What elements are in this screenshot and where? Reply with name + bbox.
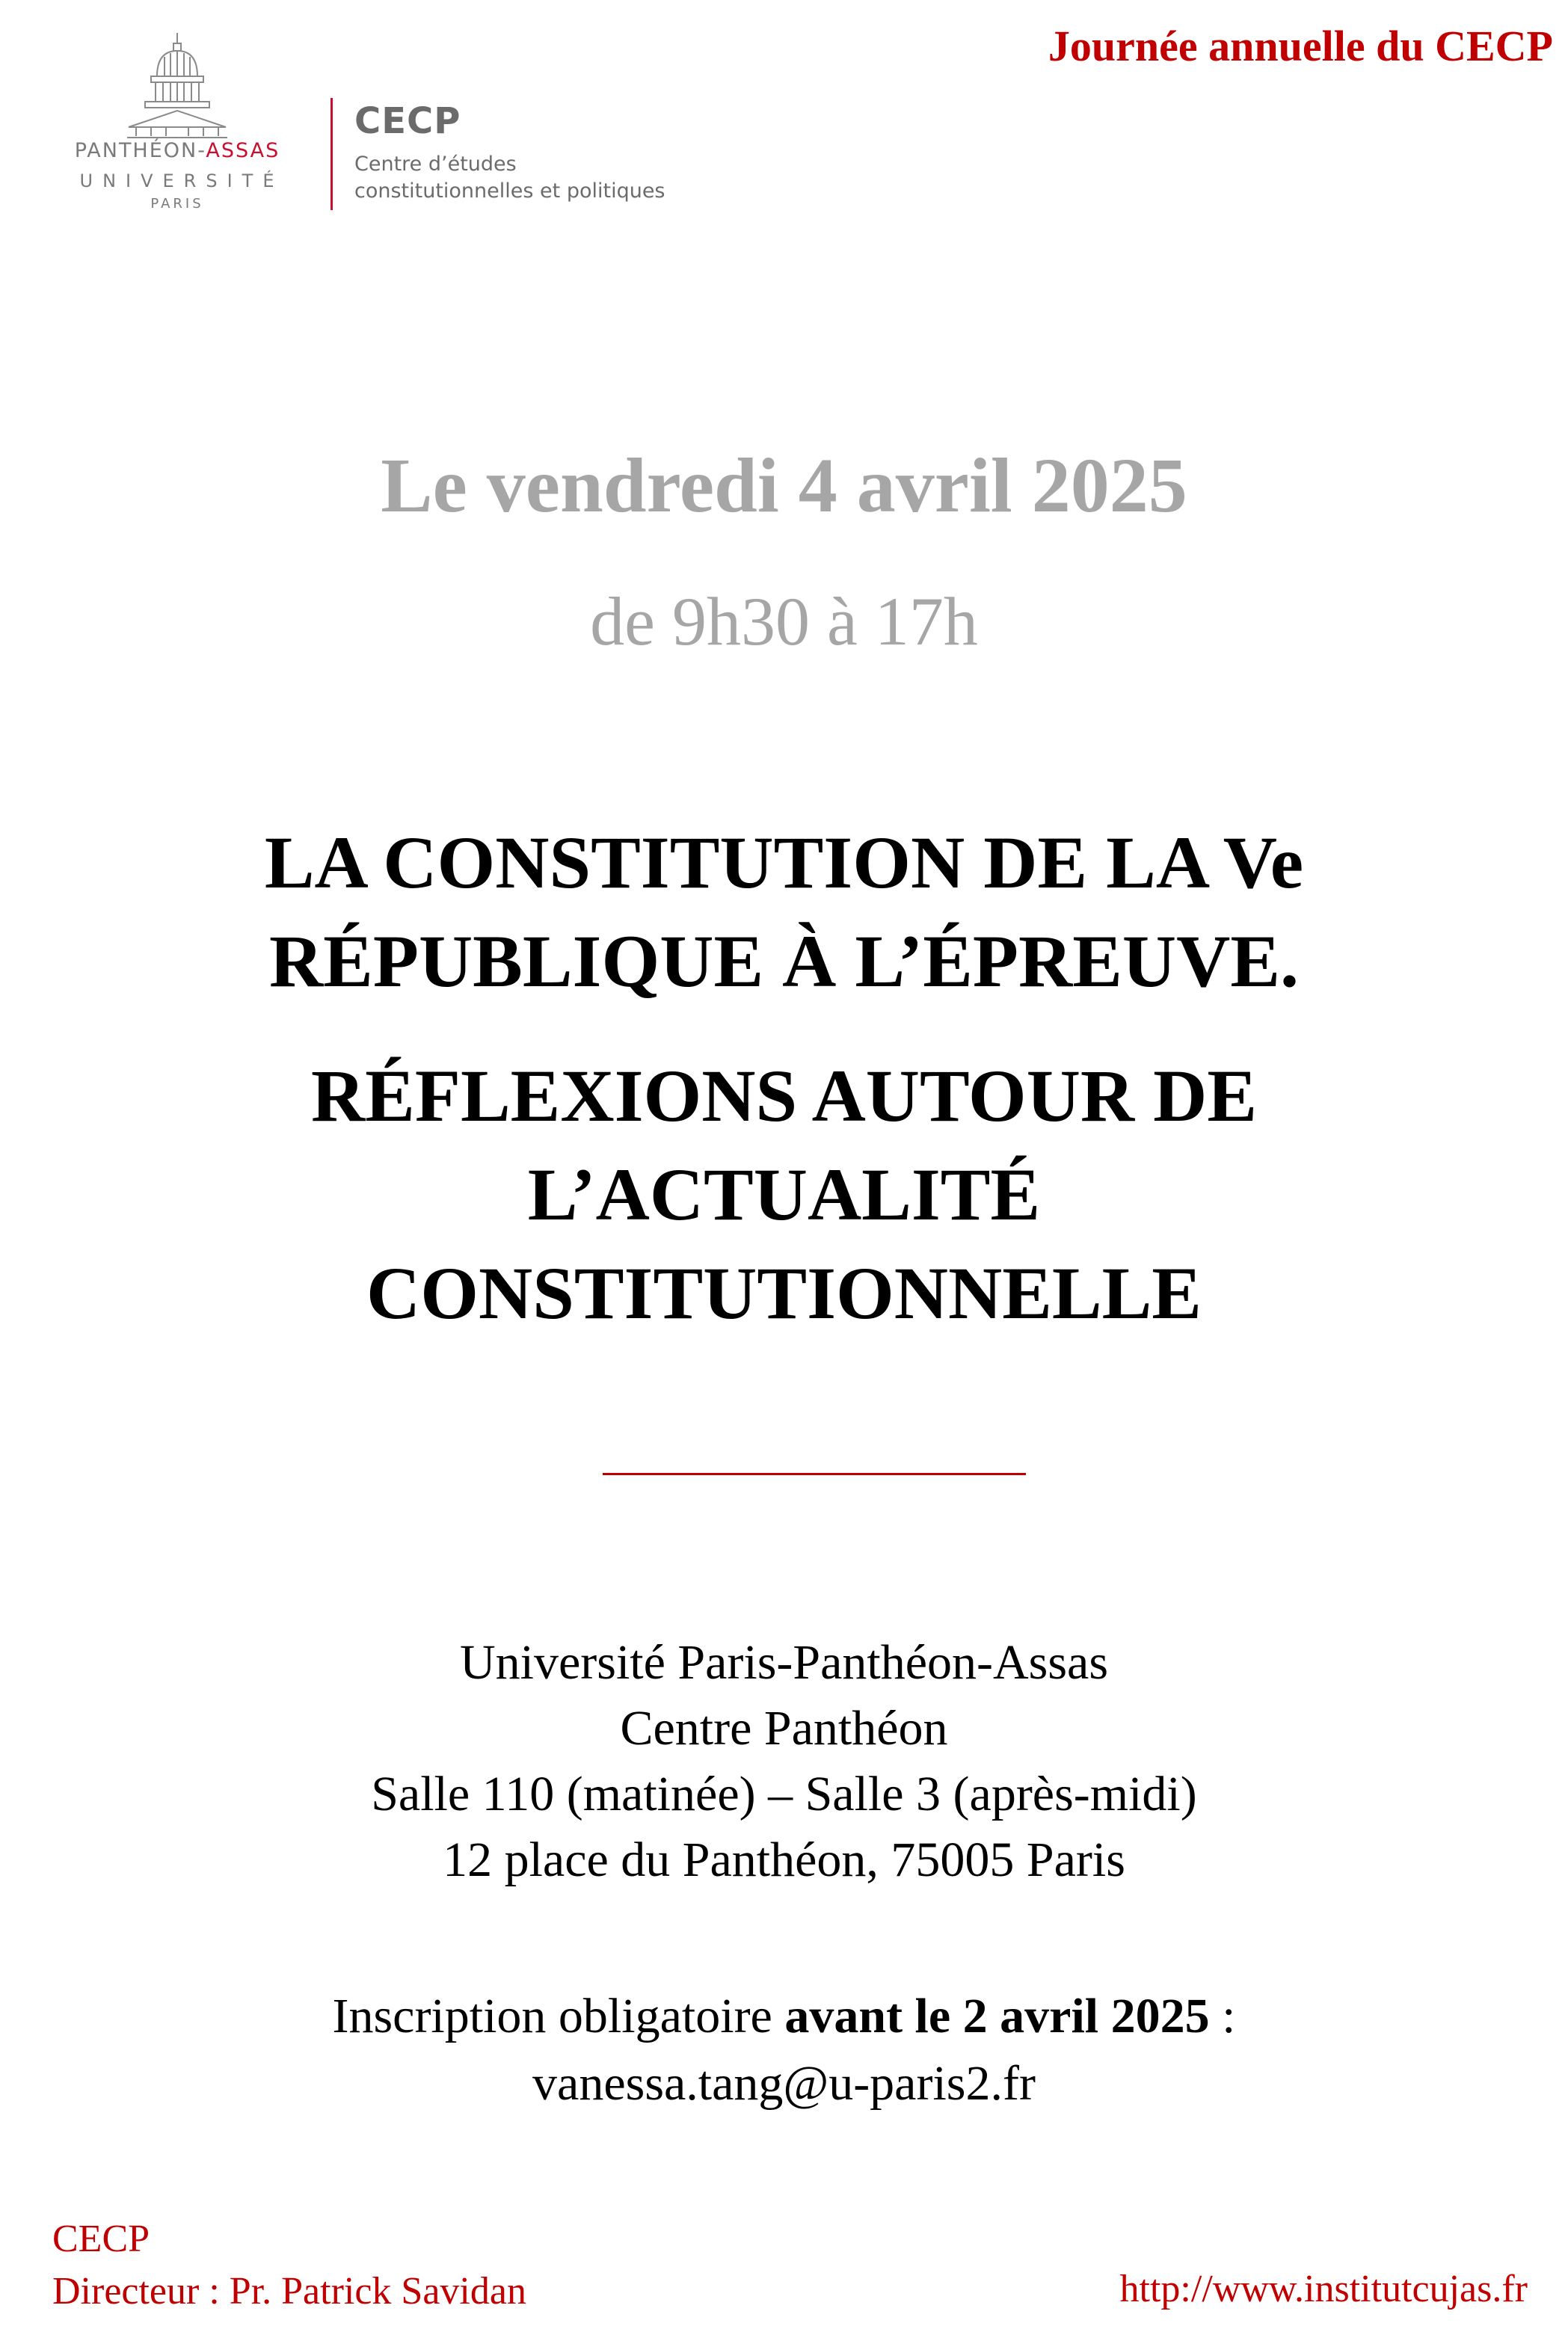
university-logo — [46, 27, 742, 221]
registration-prefix: Inscription obligatoire — [332, 1989, 785, 2043]
pantheon-dome-icon — [121, 30, 233, 142]
footer-director: Directeur : Pr. Patrick Savidan — [52, 2270, 526, 2313]
subtitle-line1: RÉFLEXIONS AUTOUR DE — [310, 1054, 1258, 1137]
subtitle-line3: CONSTITUTIONNELLE — [366, 1252, 1202, 1335]
event-time: de 9h30 à 17h — [590, 583, 978, 659]
footer-website-link[interactable]: http://www.institutcujas.fr — [1119, 2268, 1528, 2310]
event-subtitle — [0, 1047, 1568, 1343]
event-title — [0, 813, 1568, 1011]
title-line2: RÉPUBLIQUE À L’ÉPREUVE. — [268, 920, 1300, 1003]
venue-block — [0, 1630, 1568, 1893]
event-date: Le vendredi 4 avril 2025 — [381, 443, 1187, 529]
venue-rooms: Salle 110 (matinée) – Salle 3 (après-midi) — [371, 1767, 1197, 1821]
university-name: PANTHÉON-ASSAS — [74, 139, 280, 162]
university-word: UNIVERSITÉ — [79, 170, 284, 191]
registration-deadline: avant le 2 avril 2025 — [784, 1989, 1210, 2043]
center-name-line1: Centre d’études — [354, 153, 517, 176]
red-separator — [603, 1473, 1026, 1475]
pantheon-assas-logo — [46, 27, 308, 221]
footer-organizer — [52, 2213, 526, 2318]
venue-university: Université Paris-Panthéon-Assas — [459, 1635, 1109, 1690]
logo-divider — [330, 98, 333, 210]
registration-block — [0, 1983, 1568, 2117]
title-line1: LA CONSTITUTION DE LA Ve — [264, 821, 1304, 904]
center-name-line2: constitutionnelles et politiques — [354, 179, 665, 203]
registration-email[interactable]: vanessa.tang@u-paris2.fr — [532, 2056, 1036, 2111]
footer-org: CECP — [52, 2218, 150, 2260]
center-acronym: CECP — [354, 100, 461, 142]
subtitle-line2: L’ACTUALITÉ — [527, 1153, 1041, 1236]
university-city: PARIS — [150, 196, 204, 212]
venue-center: Centre Panthéon — [620, 1701, 948, 1756]
event-label: Journée annuelle du CECP — [1048, 22, 1553, 70]
registration-suffix: : — [1209, 1989, 1236, 2043]
venue-address: 12 place du Panthéon, 75005 Paris — [443, 1833, 1125, 1887]
registration-line — [0, 1983, 1568, 2050]
